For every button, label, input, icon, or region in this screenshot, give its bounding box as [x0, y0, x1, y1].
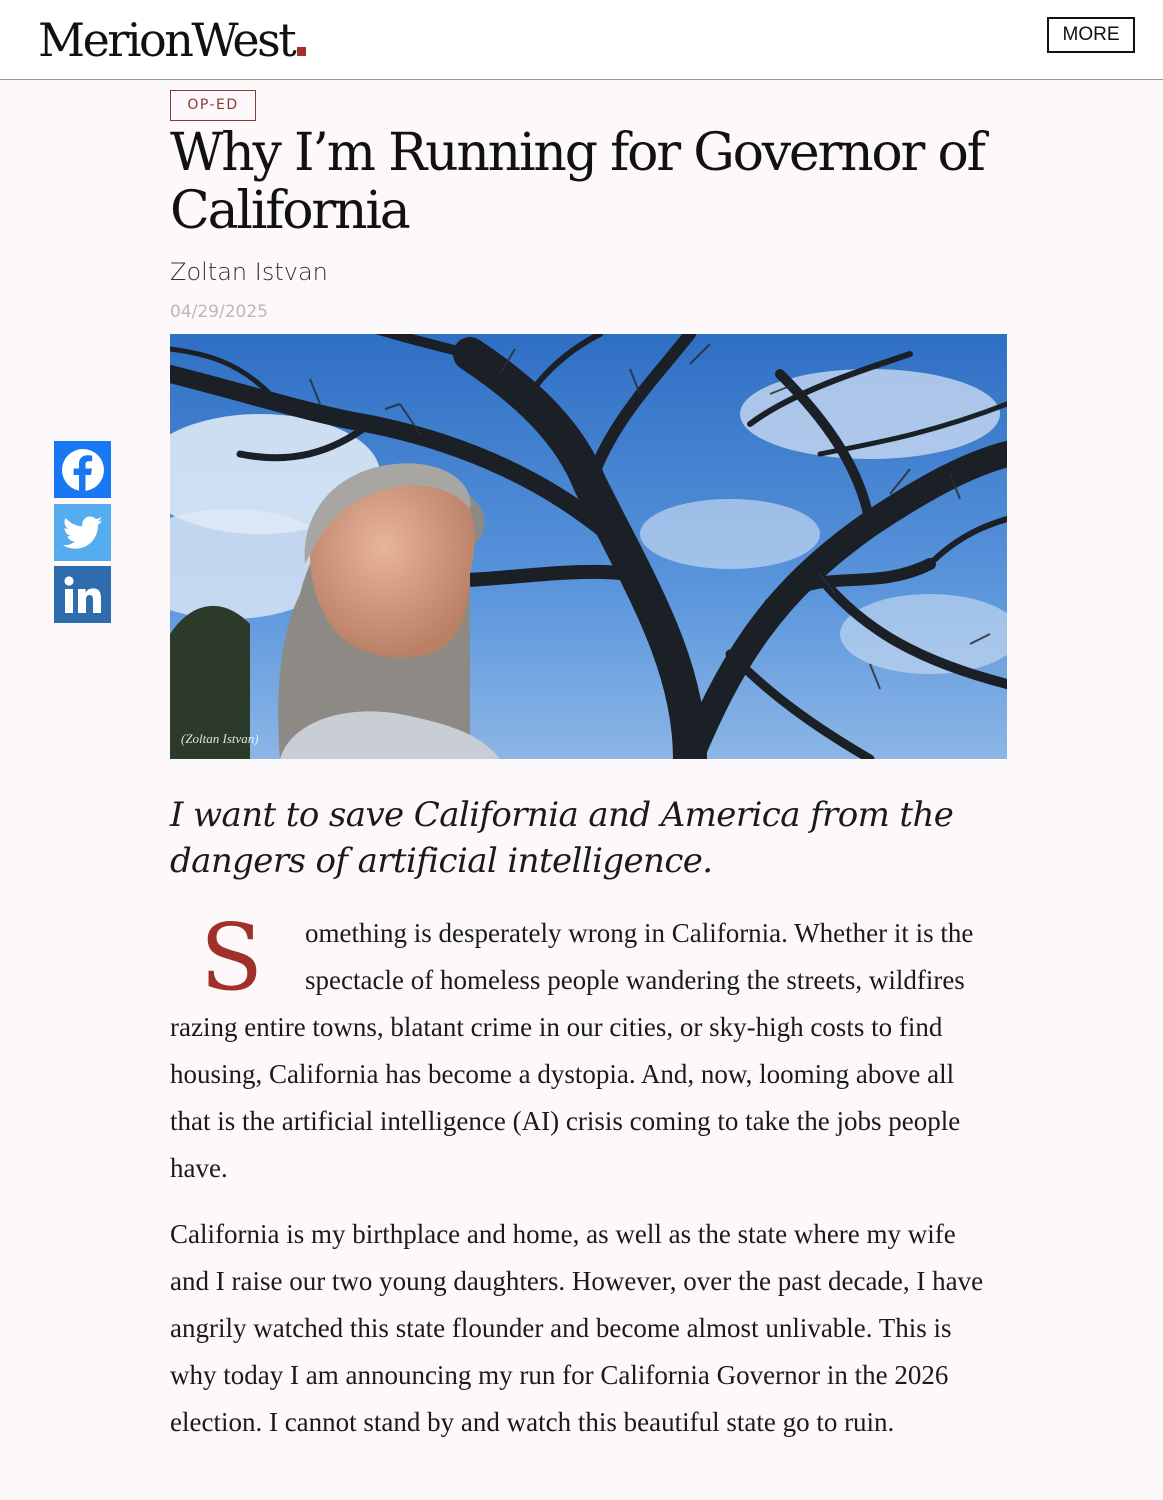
- article-paragraph-1: [170, 904, 1000, 1192]
- site-logo[interactable]: [38, 10, 306, 70]
- facebook-share-button[interactable]: [54, 441, 111, 498]
- hero-image: [170, 334, 1007, 759]
- twitter-share-button[interactable]: [54, 504, 111, 561]
- paragraph-1-text: omething is desperately wrong in California. Whether it is the spectacle of homeless people wandering the streets, wildfires razing entire towns, blatant crime in our cities, or sky-high costs to find housing, California has become a dystopia. And, now, looming above all that is the artificial intelligence (AI) crisis coming to take the jobs people have.: [170, 918, 974, 1183]
- linkedin-icon: [63, 575, 103, 615]
- hero-photo-illustration: [170, 334, 1007, 759]
- drop-cap: S: [200, 904, 264, 1011]
- linkedin-share-button[interactable]: [54, 566, 111, 623]
- article-subheading: I want to save California and America from the dangers of artificial intelligence.: [170, 795, 954, 881]
- twitter-icon: [63, 516, 103, 550]
- article-title: Why I’m Running for Governor of California: [170, 123, 984, 241]
- facebook-icon: [60, 447, 106, 493]
- article-paragraph-2: California is my birthplace and home, as well as the state where my wife and I raise our two young daughters. However, over the past decade, I have angrily watched this state flounder and become almost unlivable. This is why today I am announcing my run for California Governor in the 2026 election. I cannot stand by and watch this beautiful state go to ruin.: [170, 1219, 984, 1437]
- article-date: 04/29/2025: [170, 302, 268, 322]
- category-badge[interactable]: OP-ED: [170, 90, 256, 121]
- image-caption: (Zoltan Istvan): [181, 731, 259, 746]
- article-author[interactable]: Zoltan Istvan: [170, 258, 328, 286]
- site-header: [0, 0, 1163, 80]
- logo-dot: [297, 47, 306, 56]
- logo-text[interactable]: MerionWest: [38, 13, 295, 67]
- more-menu-button[interactable]: MORE: [1047, 17, 1135, 53]
